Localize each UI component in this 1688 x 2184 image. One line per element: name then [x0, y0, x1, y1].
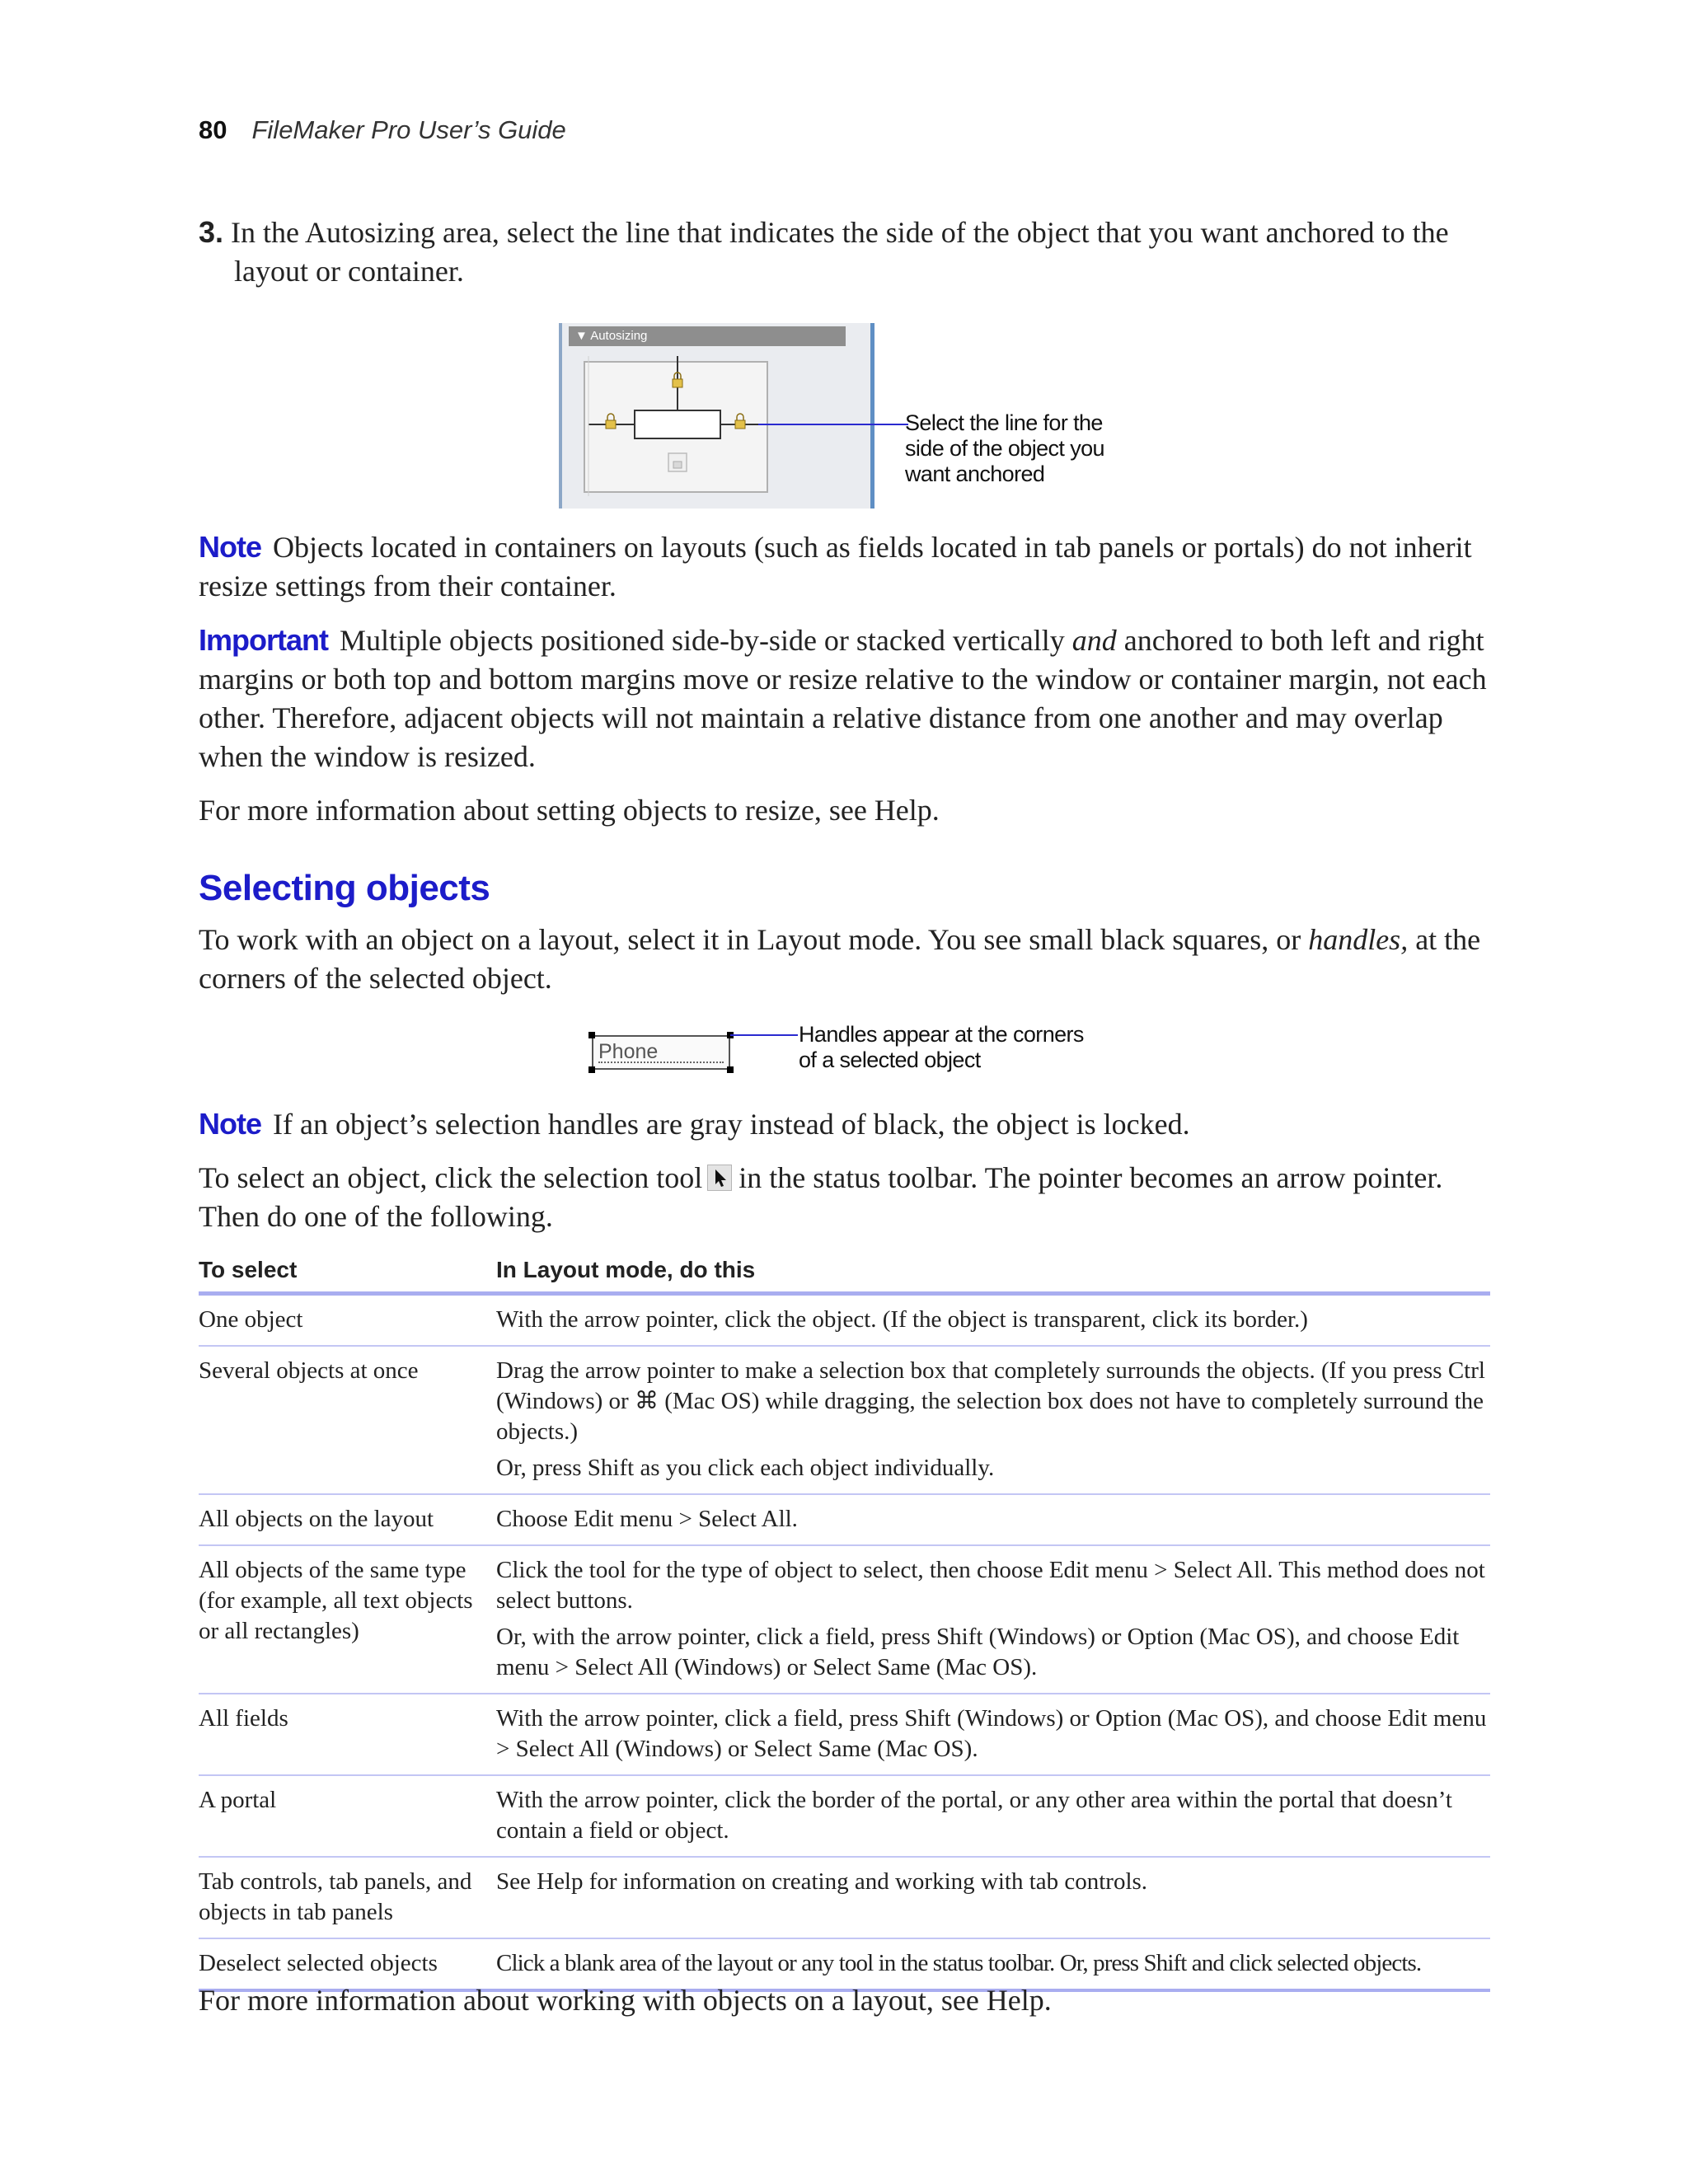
row-instructions	[496, 1545, 1490, 1694]
note-label: Note	[199, 1107, 261, 1141]
select-instructions	[199, 1159, 1489, 1236]
select-text-start: To select an object, click the selection tool	[199, 1161, 703, 1194]
note-locked-text: If an object’s selection handles are gray instead of black, the object is locked.	[273, 1108, 1190, 1141]
object-rectangle	[635, 410, 720, 438]
autosizing-panel-title-bar: ▼ Autosizing	[569, 326, 846, 346]
unlocked-lock-icon	[668, 453, 687, 471]
select-text-end: in the status toolbar. The pointer becomes an arrow pointer. Then do one of the following.	[199, 1161, 1443, 1233]
step-3	[199, 213, 1524, 291]
arrow-pointer-icon	[707, 1165, 732, 1191]
phone-field-label: Phone	[598, 1040, 659, 1063]
instruction-text: With the arrow pointer, click the border of the portal, or any other area within the portal that doesn’t contain a field or object.	[496, 1787, 1452, 1844]
table-row	[199, 1545, 1490, 1694]
autosizing-panel-screenshot	[559, 323, 874, 509]
autosizing-anchor-diagram	[562, 323, 878, 509]
instruction-text: See Help for information on creating and working with tab controls.	[496, 1868, 1148, 1895]
more-info-resize: For more information about setting objects to resize, see Help.	[199, 794, 940, 827]
page-header	[199, 115, 566, 145]
important-note	[199, 621, 1489, 776]
lock-icon	[735, 414, 745, 429]
note-locked	[199, 1104, 1489, 1144]
note-containers	[199, 527, 1489, 606]
step-3-text: In the Autosizing area, select the line that indicates the side of the object that you want anchored to the layout or container.	[231, 216, 1449, 288]
row-target: Deselect selected objects	[199, 1938, 496, 1990]
instruction-text: Or, press Shift as you click each object individually.	[496, 1455, 995, 1481]
intro-text-start: To work with an object on a layout, select it in Layout mode. You see small black squares, or	[199, 923, 1301, 956]
selection-handle-top-left	[588, 1032, 595, 1038]
callout-line-1: Select the line for the	[905, 410, 1103, 435]
table-row	[199, 1294, 1490, 1347]
instruction-text: With the arrow pointer, click a field, press Shift (Windows) or Option (Mac OS), and choose Edit menu > Select All (Windows) or Select Same (Mac OS).	[496, 1705, 1487, 1762]
row-instructions	[496, 1694, 1490, 1775]
guide-title: FileMaker Pro User’s Guide	[251, 115, 566, 144]
column-header-layout-mode: In Layout mode, do this	[496, 1254, 1490, 1294]
selection-methods-table	[199, 1254, 1490, 1992]
row-target: Several objects at once	[199, 1346, 496, 1494]
phone-field-selected	[592, 1035, 730, 1070]
instruction-text: Choose Edit menu > Select All.	[496, 1506, 798, 1532]
section-intro	[199, 921, 1489, 998]
callout-line-3: want anchored	[905, 462, 1045, 486]
important-text-start: Multiple objects positioned side-by-side or stacked vertically	[340, 624, 1065, 657]
row-target: All fields	[199, 1694, 496, 1775]
handles-callout-line-2: of a selected object	[799, 1047, 981, 1072]
table-row	[199, 1494, 1490, 1545]
selection-handle-bottom-right	[727, 1066, 734, 1073]
selection-handle-bottom-left	[588, 1066, 595, 1073]
instruction-text: Click a blank area of the layout or any tool in the status toolbar. Or, press Shift and click selected objects.	[496, 1950, 1422, 1976]
table-row	[199, 1346, 1490, 1494]
important-label: Important	[199, 623, 328, 657]
table-row	[199, 1694, 1490, 1775]
handles-callout-line-1: Handles appear at the corners	[799, 1022, 1084, 1047]
row-target: One object	[199, 1294, 496, 1347]
instruction-text: Drag the arrow pointer to make a selection box that completely surrounds the objects. (If you press Ctrl (Windows) or ⌘ (Mac OS) while dragging, the selection box does not have to completely surround the objects.)	[496, 1357, 1485, 1445]
lock-icon	[606, 414, 616, 429]
intro-emphasis: handles,	[1308, 923, 1409, 956]
table-row	[199, 1857, 1490, 1938]
row-instructions	[496, 1857, 1490, 1938]
section-heading: Selecting objects	[199, 868, 490, 908]
instruction-text: Or, with the arrow pointer, click a field, press Shift (Windows) or Option (Mac OS), and choose Edit menu > Select All (Windows) or Select Same (Mac OS).	[496, 1624, 1460, 1680]
row-target: All objects of the same type (for example, all text objects or all rectangles)	[199, 1545, 496, 1694]
handles-callout-line	[730, 1033, 798, 1038]
row-instructions	[496, 1294, 1490, 1347]
row-instructions	[496, 1494, 1490, 1545]
step-number: 3.	[199, 215, 224, 249]
important-emphasis: and	[1071, 624, 1117, 657]
note-text: Objects located in containers on layouts (such as fields located in tab panels or portals) do not inherit resize settings from their container.	[199, 531, 1472, 602]
row-target: A portal	[199, 1775, 496, 1857]
intro-text-end: at the corners of the selected object.	[199, 923, 1481, 995]
autosizing-callout-line	[758, 422, 908, 427]
callout-line-2: side of the object you	[905, 436, 1104, 461]
row-instructions	[496, 1346, 1490, 1494]
column-header-to-select: To select	[199, 1254, 496, 1294]
row-instructions	[496, 1775, 1490, 1857]
more-info-objects: For more information about working with objects on a layout, see Help.	[199, 1984, 1052, 2017]
page-number: 80	[199, 115, 227, 144]
autosizing-callout	[905, 410, 1104, 487]
handles-callout	[799, 1022, 1084, 1073]
instruction-text: With the arrow pointer, click the object. (If the object is transparent, click its border.)	[496, 1306, 1308, 1333]
instruction-text: Click the tool for the type of object to select, then choose Edit menu > Select All. This method does not select buttons.	[496, 1557, 1485, 1614]
autosizing-panel-title: Autosizing	[590, 329, 648, 343]
note-label: Note	[199, 530, 261, 564]
row-target: All objects on the layout	[199, 1494, 496, 1545]
table-row	[199, 1775, 1490, 1857]
important-text-end: anchored to both left and right margins or both top and bottom margins move or resize relative to the window or container margin, not each other. Therefore, adjacent objects will not maintain a relative distance from one another and may overlap when the window is resized.	[199, 624, 1487, 773]
row-target: Tab controls, tab panels, and objects in tab panels	[199, 1857, 496, 1938]
